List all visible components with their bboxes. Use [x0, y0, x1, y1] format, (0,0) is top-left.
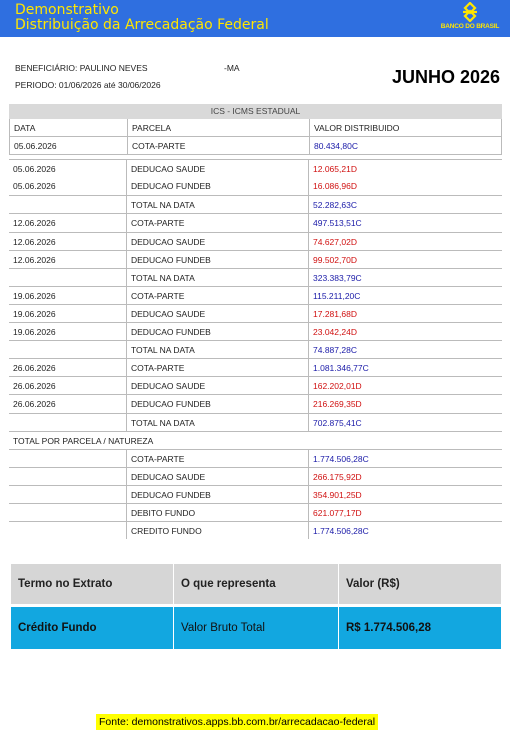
row-value: 12.065,21D [308, 160, 502, 177]
row-value: 74.887,28C [308, 341, 502, 358]
table-row [9, 286, 502, 304]
row-date [9, 196, 126, 213]
row-value: 702.875,41C [308, 414, 502, 431]
legend-value: R$ 1.774.506,28 [338, 607, 501, 649]
row-value: 74.627,02D [308, 233, 502, 250]
totals-parcela: DEDUCAO FUNDEB [126, 486, 308, 503]
beneficiary-label: BENEFICIÁRIO: PAULINO NEVES [15, 63, 148, 73]
row-parcela: TOTAL NA DATA [126, 196, 308, 213]
table-row [9, 304, 502, 322]
totals-row [9, 521, 502, 539]
totals-value: 621.077,17D [308, 504, 502, 521]
totals-value: 1.774.506,28C [308, 450, 502, 467]
totals-body [9, 449, 502, 539]
row-value: 1.081.346,77C [308, 359, 502, 376]
table-body [9, 159, 502, 430]
row-parcela: COTA-PARTE [126, 287, 308, 304]
totals-row [9, 449, 502, 467]
row-value: 162.202,01D [308, 377, 502, 394]
table-row [9, 413, 502, 431]
legend-header-meaning: O que representa [173, 564, 338, 604]
month-title: JUNHO 2026 [391, 67, 500, 87]
legend-header-value: Valor (R$) [338, 564, 501, 604]
row-parcela: TOTAL NA DATA [126, 341, 308, 358]
source-footer[interactable]: Fonte: demonstrativos.apps.bb.com.br/arrecadacao-federal [96, 714, 378, 730]
table-row [9, 322, 502, 340]
row-parcela: COTA-PARTE [127, 137, 309, 154]
header-title-line1: Demonstrativo [15, 2, 119, 18]
row-value: 99.502,70D [308, 251, 502, 268]
table-row [9, 376, 502, 394]
totals-value: 266.175,92D [308, 468, 502, 485]
row-value: 323.383,79C [308, 269, 502, 286]
row-date: 19.06.2026 [13, 327, 56, 338]
header-title-line2: Distribuição da Arrecadação Federal [15, 17, 269, 33]
table-header-row [9, 119, 502, 137]
totals-empty-cell [9, 468, 126, 485]
table-row [9, 394, 502, 412]
row-value: 23.042,24D [308, 323, 502, 340]
totals-empty-cell [9, 450, 126, 467]
row-value: 16.086,96D [308, 177, 502, 195]
col-header-data: DATA [14, 123, 36, 133]
totals-title: TOTAL POR PARCELA / NATUREZA [13, 435, 154, 446]
row-date: 26.06.2026 [13, 363, 56, 374]
table-title: ICS - ICMS ESTADUAL [9, 104, 502, 119]
col-header-valor: VALOR DISTRIBUIDO [309, 119, 503, 136]
row-date: 05.06.2026 [14, 141, 57, 152]
table-row [9, 177, 502, 195]
table-row [9, 137, 502, 155]
row-date: 26.06.2026 [13, 381, 56, 392]
table-row [9, 195, 502, 213]
row-date: 26.06.2026 [13, 399, 56, 410]
row-date [9, 341, 126, 358]
row-date: 12.06.2026 [13, 218, 56, 229]
row-parcela: DEDUCAO SAUDE [126, 160, 308, 177]
totals-parcela: DEDUCAO SAUDE [126, 468, 308, 485]
totals-row [9, 467, 502, 485]
totals-empty-cell [9, 522, 126, 539]
row-date: 19.06.2026 [13, 290, 56, 301]
distribution-table [9, 104, 502, 539]
row-value: 80.434,80C [309, 137, 503, 154]
totals-value: 1.774.506,28C [308, 522, 502, 539]
bank-logo [439, 2, 501, 35]
row-parcela: TOTAL NA DATA [126, 414, 308, 431]
table-row [9, 232, 502, 250]
col-header-parcela: PARCELA [127, 119, 309, 136]
row-date: 05.06.2026 [13, 164, 56, 175]
row-parcela: DEDUCAO SAUDE [126, 305, 308, 322]
row-value: 497.513,51C [308, 214, 502, 231]
bank-logo-icon [460, 2, 480, 22]
table-row [9, 250, 502, 268]
row-parcela: COTA-PARTE [126, 359, 308, 376]
row-parcela: DEDUCAO FUNDEB [126, 323, 308, 340]
row-date: 05.06.2026 [13, 181, 56, 192]
table-row [9, 340, 502, 358]
row-parcela: DEDUCAO FUNDEB [126, 395, 308, 412]
table-row [9, 213, 502, 231]
row-value: 17.281,68D [308, 305, 502, 322]
row-date: 19.06.2026 [13, 308, 56, 319]
table-row [9, 268, 502, 286]
totals-parcela: DEBITO FUNDO [126, 504, 308, 521]
table-row [9, 159, 502, 177]
row-parcela: DEDUCAO FUNDEB [126, 177, 308, 195]
totals-row [9, 503, 502, 521]
row-value: 115.211,20C [308, 287, 502, 304]
legend-header-row [11, 564, 501, 604]
header-bar [0, 0, 510, 37]
row-parcela: DEDUCAO SAUDE [126, 377, 308, 394]
totals-row [9, 485, 502, 503]
row-value: 52.282,63C [308, 196, 502, 213]
totals-parcela: CREDITO FUNDO [126, 522, 308, 539]
totals-title-row [9, 431, 502, 449]
row-date: 12.06.2026 [13, 254, 56, 265]
legend-table [11, 564, 501, 649]
legend-meaning: Valor Bruto Total [173, 607, 338, 649]
row-date [9, 269, 126, 286]
totals-empty-cell [9, 486, 126, 503]
totals-parcela: COTA-PARTE [126, 450, 308, 467]
row-date: 12.06.2026 [13, 236, 56, 247]
row-parcela: DEDUCAO FUNDEB [126, 251, 308, 268]
row-value: 216.269,35D [308, 395, 502, 412]
row-parcela: DEDUCAO SAUDE [126, 233, 308, 250]
row-parcela: TOTAL NA DATA [126, 269, 308, 286]
legend-term: Crédito Fundo [18, 622, 97, 634]
legend-row [11, 607, 501, 649]
row-date [9, 414, 126, 431]
totals-value: 354.901,25D [308, 486, 502, 503]
period-label: PERIODO: 01/06/2026 até 30/06/2026 [15, 80, 161, 90]
table-row [9, 358, 502, 376]
state-label: -MA [224, 63, 240, 73]
bank-logo-text: BANCO DO BRASIL [440, 23, 500, 30]
row-parcela: COTA-PARTE [126, 214, 308, 231]
legend-header-term: Termo no Extrato [18, 578, 113, 590]
totals-empty-cell [9, 504, 126, 521]
